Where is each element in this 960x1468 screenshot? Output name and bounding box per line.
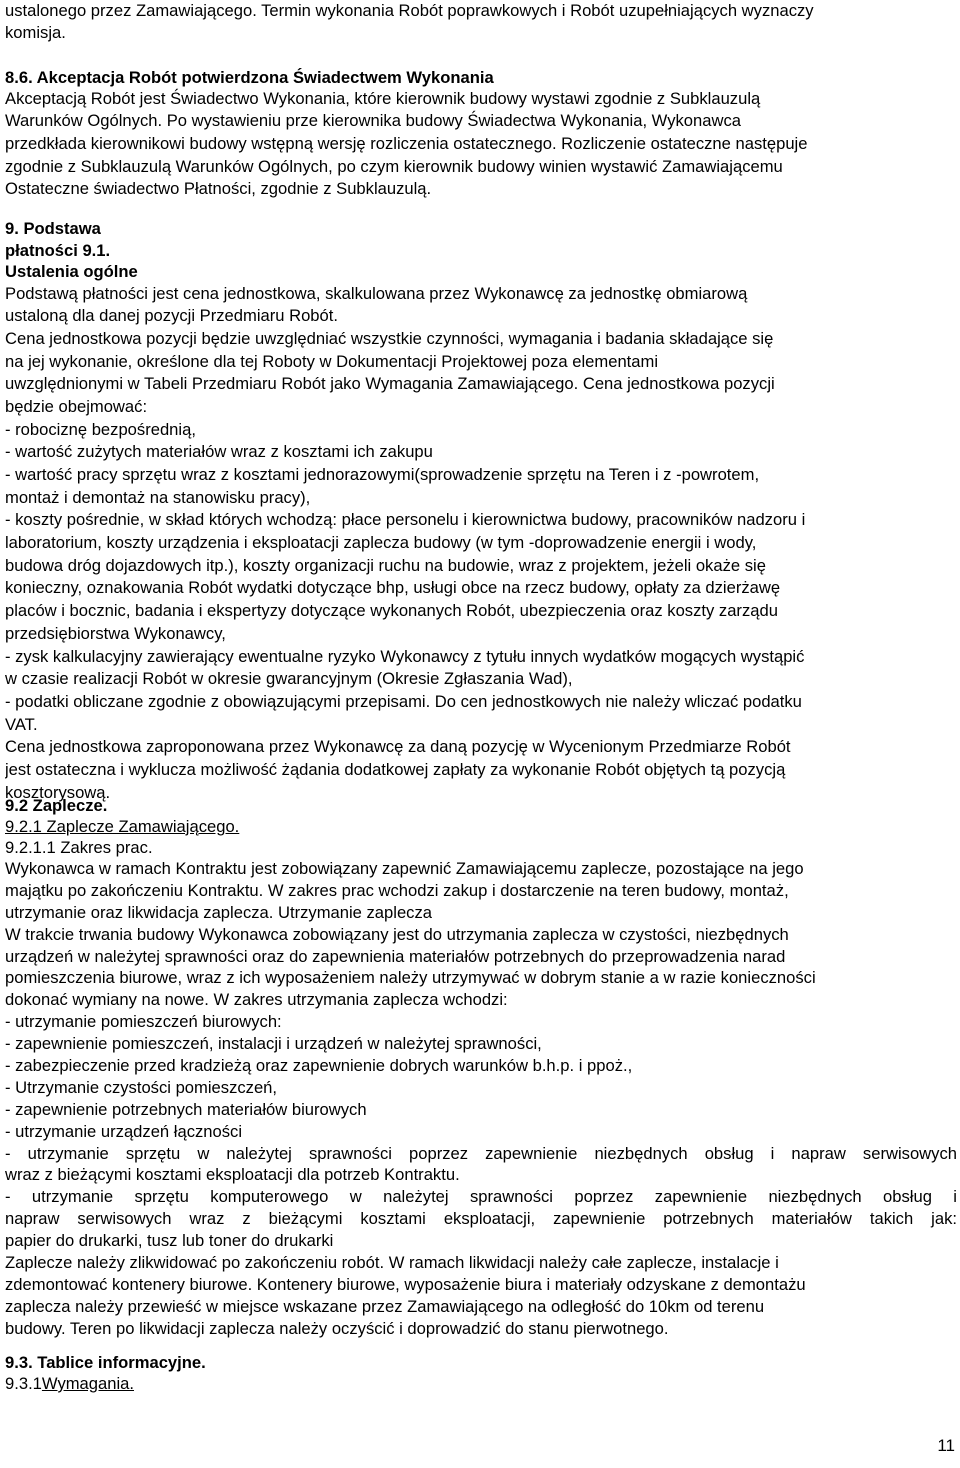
text-line: papier do drukarki, tusz lub toner do drukarki bbox=[5, 1231, 334, 1251]
section-heading: 9.2 Zaplecze. bbox=[5, 796, 108, 815]
text-line: Akceptacją Robót jest Świadectwo Wykonania, które kierownik budowy wystawi zgodnie z Subklauzulą bbox=[5, 88, 761, 108]
subsection-heading: 9.2.1.1 Zakres prac. bbox=[5, 838, 153, 857]
section-heading: płatności 9.1. bbox=[5, 240, 111, 260]
text-line: pomieszczenia biurowe, wraz z ich wyposażeniem należy utrzymywać w dobrym stanie a w razie konieczności bbox=[5, 968, 816, 988]
text-line: dokonać wymiany na nowe. W zakres utrzymania zaplecza wchodzi: bbox=[5, 990, 508, 1010]
page-number: 11 bbox=[937, 1436, 955, 1455]
text-line: - zabezpieczenie przed kradzieżą oraz zapewnienie dobrych warunków b.h.p. i ppoż., bbox=[5, 1056, 633, 1076]
section-heading: 8.6. Akceptacja Robót potwierdzona Świadectwem Wykonania bbox=[5, 67, 494, 87]
text-line: ustalonego przez Zamawiającego. Termin wykonania Robót poprawkowych i Robót uzupełniających wyznaczy bbox=[5, 1, 814, 20]
text-line: - Utrzymanie czystości pomieszczeń, bbox=[5, 1077, 278, 1097]
text-line: budowa dróg dojazdowych itp.), koszty organizacji ruchu na budowie, wraz z projektem, jeżeli okaże się bbox=[5, 555, 766, 575]
text-line: w czasie realizacji Robót w okresie gwarancyjnym (Okresie Zgłaszania Wad), bbox=[5, 669, 573, 689]
text-line: uwzględnionymi w Tabeli Przedmiaru Robót jako Wymagania Zamawiającego. Cena jednostkowa pozycji bbox=[5, 374, 775, 394]
text-line: Cena jednostkowa zaproponowana przez Wykonawcę za daną pozycję w Wycenionym Przedmiarze Robót bbox=[5, 737, 791, 757]
text-line: - utrzymanie sprzętu w należytej sprawności poprzez zapewnienie niezbędnych obsług i napraw serwisowych bbox=[5, 1143, 957, 1163]
text-line: - wartość pracy sprzętu wraz z kosztami jednorazowymi(sprowadzenie sprzętu na Teren i z -powrotem, bbox=[5, 465, 760, 484]
text-line: zdemontować kontenery biurowe. Kontenery biurowe, wyposażenie biura i materiały odzyskane z demontażu bbox=[5, 1274, 806, 1294]
section-9-3 bbox=[5, 1352, 957, 1396]
text-line: Cena jednostkowa pozycji będzie uwzględniać wszystkie czynności, wymagania i badania składające się bbox=[5, 328, 774, 348]
text-line: - wartość zużytych materiałów wraz z kosztami ich zakupu bbox=[5, 442, 433, 462]
text-line: kosztorysową. bbox=[5, 782, 111, 802]
text-line: Zaplecze należy zlikwidować po zakończeniu robót. W ramach likwidacji należy całe zaplecze, instalacje i bbox=[5, 1253, 779, 1273]
subsection-heading bbox=[5, 1373, 957, 1396]
text-line: będzie obejmować: bbox=[5, 396, 148, 416]
text-line: laboratorium, koszty urządzenia i eksploatacji zaplecza budowy (w tym -doprowadzenie energii i wody, bbox=[5, 533, 757, 553]
text-line: - koszty pośrednie, w skład których wchodzą: płace personelu i kierownictwa budowy, pracowników nadzoru i bbox=[5, 510, 806, 530]
text-line: - zapewnienie pomieszczeń, instalacji i urządzeń w należytej sprawności, bbox=[5, 1034, 542, 1054]
text-line: Podstawą płatności jest cena jednostkowa, skalkulowana przez Wykonawcę za jednostkę obmiarową bbox=[5, 283, 748, 303]
section-8-6 bbox=[5, 0, 957, 201]
paragraph-9-2 bbox=[5, 858, 957, 1340]
text-line: W trakcie trwania budowy Wykonawca zobowiązany jest do utrzymania zaplecza w czystości, niezbędnych bbox=[5, 924, 789, 944]
subsection-title: Wymagania. bbox=[41, 1374, 134, 1393]
text-line: przedsiębiorstwa Wykonawcy, bbox=[5, 623, 226, 643]
text-line: na jej wykonanie, określone dla tej Roboty w Dokumentacji Projektowej poza elementami bbox=[5, 351, 659, 371]
text-line: - utrzymanie urządzeń łączności bbox=[5, 1121, 243, 1141]
text-line: wraz z bieżącymi kosztami eksploatacji dla potrzeb Kontraktu. bbox=[5, 1165, 460, 1185]
text-line: - utrzymanie sprzętu komputerowego w należytej sprawności poprzez zapewnienie niezbędnych obsług i bbox=[5, 1187, 957, 1207]
text-line: jest ostateczna i wyklucza możliwość żądania dodatkowej zapłaty za wykonanie Robót objętych tą pozycją bbox=[5, 759, 786, 779]
section-9 bbox=[5, 218, 957, 804]
text-line: majątku po zakończeniu Kontraktu. W zakres prac wchodzi zakup i dostarczenie na teren budowy, montaż, bbox=[5, 880, 789, 900]
subsection-number: 9.3.1 bbox=[5, 1374, 42, 1393]
text-line: - zysk kalkulacyjny zawierający ewentualne ryzyko Wykonawcy z tytułu innych wydatków mogących wystąpić bbox=[5, 646, 805, 666]
text-line: urządzeń w należytej sprawności oraz do zapewnienia materiałów potrzebnych do przeprowadzenia narad bbox=[5, 946, 786, 966]
text-line: Ostateczne świadectwo Płatności, zgodnie z Subklauzulą. bbox=[5, 179, 432, 199]
text-line: - utrzymanie pomieszczeń biurowych: bbox=[5, 1012, 282, 1032]
section-9-2 bbox=[5, 795, 957, 1340]
text-line: VAT. bbox=[5, 714, 38, 734]
text-line: Warunków Ogólnych. Po wystawieniu prze kierownika budowy Świadectwa Wykonania, Wykonawca bbox=[5, 111, 741, 131]
text-line: - podatki obliczane zgodnie z obowiązującymi przepisami. Do cen jednostkowych nie należy wliczać podatku bbox=[5, 691, 802, 711]
section-heading: 9.3. Tablice informacyjne. bbox=[5, 1353, 206, 1372]
text-line: zaplecza należy przewieść w miejsce wskazane przez Zamawiającego na odległość do 10km od terenu bbox=[5, 1296, 765, 1316]
text-line: utrzymanie oraz likwidacja zaplecza. Utrzymanie zaplecza bbox=[5, 902, 432, 922]
section-heading: 9. Podstawa bbox=[5, 219, 101, 238]
text-line: - zapewnienie potrzebnych materiałów biurowych bbox=[5, 1099, 367, 1119]
text-line: Wykonawca w ramach Kontraktu jest zobowiązany zapewnić Zamawiającemu zaplecze, pozostające na jego bbox=[5, 859, 804, 878]
text-line: komisja. bbox=[5, 23, 66, 42]
text-line: montaż i demontaż na stanowisku pracy), bbox=[5, 487, 311, 507]
text-line: zgodnie z Subklauzulą Warunków Ogólnych, po czym kierownik budowy winien wystawić Zamawiającemu bbox=[5, 156, 783, 176]
text-line: placów i bocznic, badania i ekspertyzy dotyczące wykonanych Robót, ubezpieczenia oraz koszty zarządu bbox=[5, 601, 778, 621]
section-heading: Ustalenia ogólne bbox=[5, 262, 138, 281]
text-line: przedkłada kierownikowi budowy wstępną wersję rozliczenia ostatecznego. Rozliczenie ostateczne następuje bbox=[5, 134, 808, 154]
text-line: konieczny, oznakowania Robót wydatki dotyczące bhp, usługi obce na rzecz budowy, opłaty za dzierżawę bbox=[5, 578, 781, 598]
text-line: ustaloną dla danej pozycji Przedmiaru Robót. bbox=[5, 306, 338, 326]
subsection-heading: 9.2.1 Zaplecze Zamawiającego. bbox=[5, 817, 240, 836]
text-line: budowy. Teren po likwidacji zaplecza należy oczyścić i doprowadzić do stanu pierwotnego. bbox=[5, 1318, 669, 1338]
text-line: - robociznę bezpośrednią, bbox=[5, 419, 196, 439]
text-line: napraw serwisowych wraz z bieżącymi kosztami eksploatacji, zapewnienie potrzebnych materiałów takich jak: bbox=[5, 1209, 957, 1229]
paragraph-9-1 bbox=[5, 283, 957, 805]
